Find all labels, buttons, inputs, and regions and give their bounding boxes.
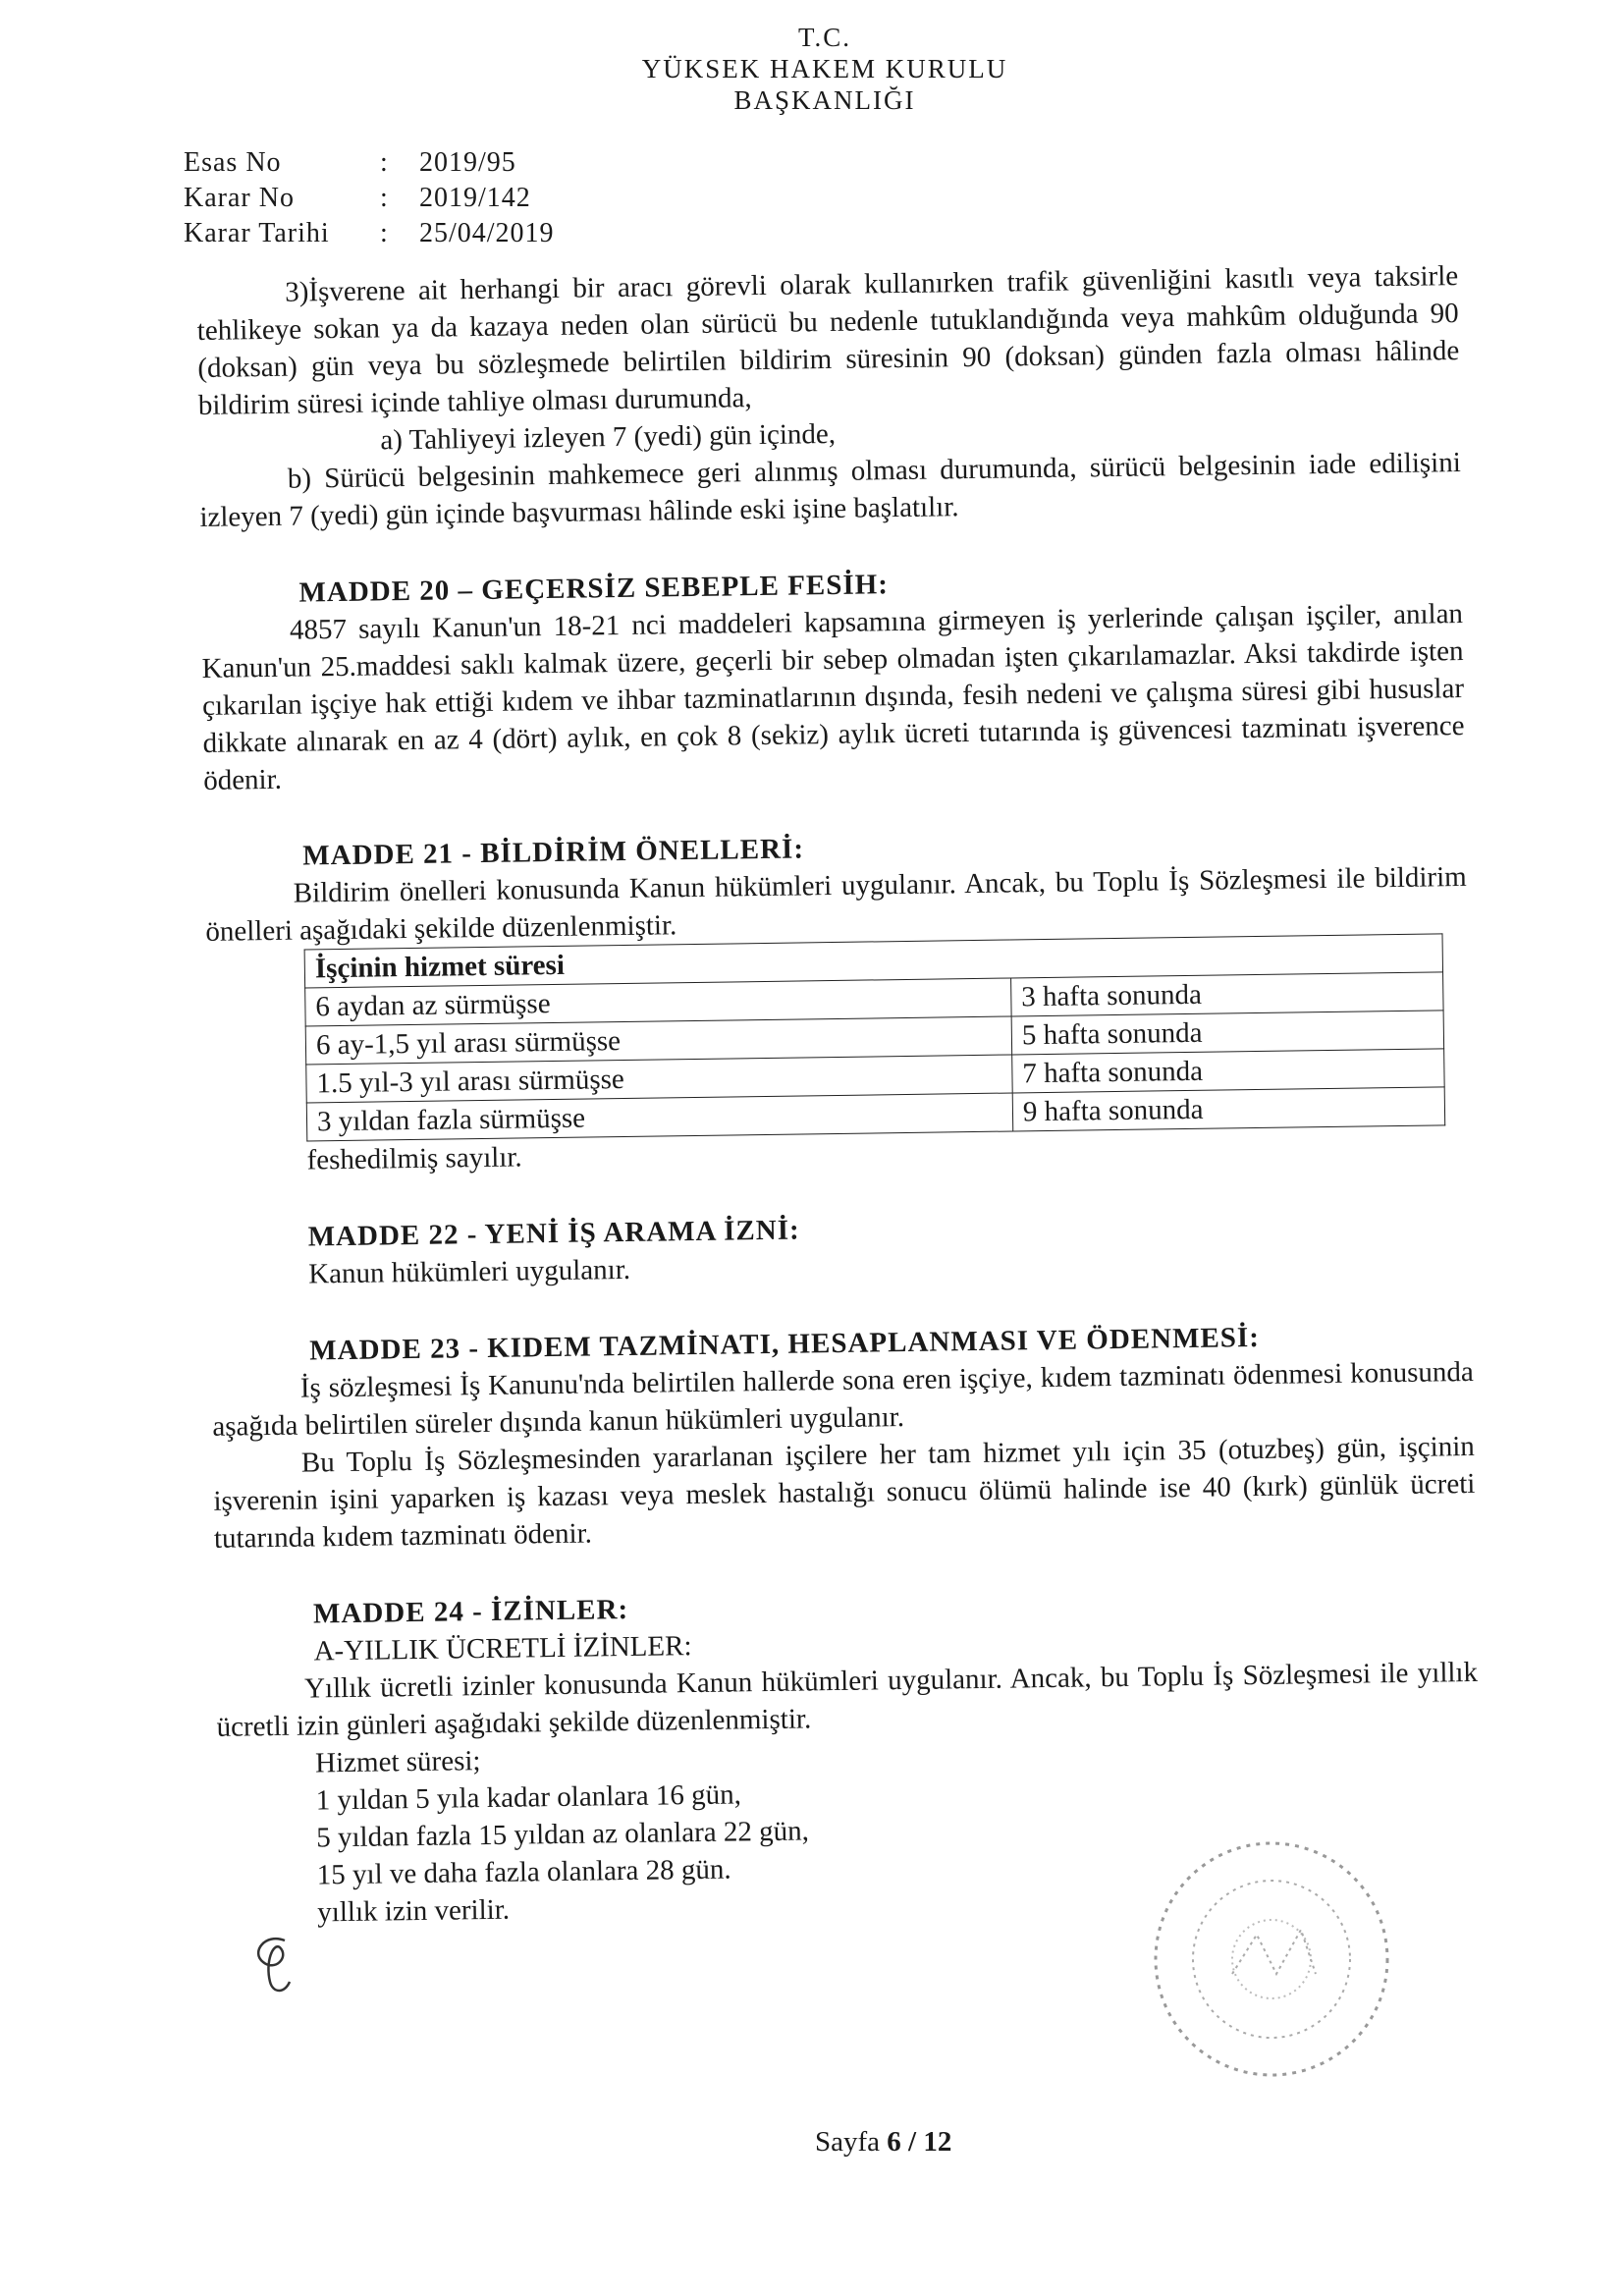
table-cell-notice: 5 hafta sonunda <box>1011 1011 1444 1055</box>
article-24-title: MADDE 24 - İZİNLER: <box>312 1593 629 1630</box>
notice-period-table <box>304 933 1446 1141</box>
handwritten-initial-icon <box>245 1933 304 2001</box>
page-label: Sayfa <box>815 2126 881 2158</box>
article-24-subtitle: A-YILLIK ÜCRETLİ İZİNLER: <box>313 1630 692 1667</box>
meta-key: Karar Tarihi <box>184 218 330 248</box>
meta-sep: : <box>380 218 388 248</box>
document-body <box>196 257 1481 1933</box>
intro-paragraph: 3)İşverene ait herhangi bir aracı görevli olarak kullanırken trafik güvenliğini kasıtlı veya taksirle tehlikeye sokan ya da kazaya neden olan sürücü bu nedenle tutuklandığında veya mahkûm olduğunda 90 (doksan) gün veya bu sözleşmede belirtilen bildirim süresinin 90 (doksan) günden fazla olması hâlinde bildirim süresi içinde tahliye olması durumunda, <box>196 260 1460 421</box>
page-number <box>815 2126 951 2159</box>
article-21-after: feshedilmiş sayılır. <box>306 1141 522 1176</box>
article-22-text: Kanun hükümleri uygulanır. <box>307 1253 631 1290</box>
meta-row-karar <box>184 181 555 216</box>
table-cell-period: 6 ay-1,5 yıl arası sürmüşse <box>305 1016 1011 1065</box>
case-meta <box>184 145 555 251</box>
article-23-title: MADDE 23 - KIDEM TAZMİNATI, HESAPLANMASI VE ÖDENMESİ: <box>309 1321 1261 1367</box>
page-count: 6 / 12 <box>887 2126 952 2158</box>
institution-header <box>550 22 1100 116</box>
header-line-presidency: BAŞKANLIĞI <box>733 85 916 115</box>
leave-list-closing: yıllık izin verilir. <box>317 1893 511 1929</box>
article-24-text: Yıllık ücretli izinler konusunda Kanun hükümleri uygulanır. Ancak, bu Toplu İş Sözleşmesi ile yıllık ücretli izin günleri aşağıdaki şekilde düzenlenmiştir. <box>216 1656 1479 1743</box>
meta-value: 2019/95 <box>419 147 516 178</box>
leave-list-item: 1 yıldan 5 yıla kadar olanlara 16 gün, <box>315 1778 742 1817</box>
table-header-cell: İşçinin hizmet süresi <box>304 934 1442 988</box>
leave-list-item: 5 yıldan fazla 15 yıldan az olanlara 22 gün, <box>316 1815 810 1854</box>
table-cell-notice: 3 hafta sonunda <box>1011 972 1444 1016</box>
intro-item-a: a) Tahliyeyi izleyen 7 (yedi) gün içinde, <box>380 417 837 457</box>
leave-list-heading: Hizmet süresi; <box>314 1745 481 1779</box>
intro-item-b: b) Sürücü belgesinin mahkemece geri alınmış olması durumunda, sürücü belgesinin iade edilişini izleyen 7 (yedi) gün içinde başvurması hâlinde eski işine başlatılır. <box>199 447 1462 533</box>
article-22-title: MADDE 22 - YENİ İŞ ARAMA İZNİ: <box>307 1214 800 1253</box>
meta-key: Esas No <box>184 147 282 178</box>
table-cell-period: 1.5 yıl-3 yıl arası sürmüşse <box>306 1055 1012 1103</box>
meta-value: 2019/142 <box>419 183 531 213</box>
table-cell-period: 6 aydan az sürmüşse <box>305 978 1011 1026</box>
header-line-tc: T.C. <box>798 23 851 52</box>
table-cell-notice: 7 hafta sonunda <box>1012 1049 1445 1093</box>
meta-row-esas <box>184 145 555 181</box>
meta-sep: : <box>380 147 388 178</box>
leave-list-item: 15 yıl ve daha fazla olanlara 28 gün. <box>316 1853 731 1891</box>
header-line-council: YÜKSEK HAKEM KURULU <box>641 54 1008 83</box>
article-20-title: MADDE 20 – GEÇERSİZ SEBEPLE FESİH: <box>298 569 890 609</box>
meta-key: Karar No <box>184 183 295 213</box>
official-seal-icon <box>1139 1827 1404 2092</box>
article-23-paragraph-1: İş sözleşmesi İş Kanunu'nda belirtilen hallerde sona eren işçiye, kıdem tazminatı ödenmesi konusunda aşağıda belirtilen süreler dışında kanun hükümleri uygulanır. <box>212 1355 1474 1443</box>
table-cell-period: 3 yıldan fazla sürmüşse <box>306 1093 1012 1141</box>
article-23-paragraph-2: Bu Toplu İş Sözleşmesinden yararlanan işçilere her tam hizmet yılı için 35 (otuzbeş) gün, işçinin işverenin işini yaparken iş kazası veya meslek hastalığı sonucu ölümü halinde ise 40 (kırk) günlük ücreti tutarında kıdem tazminatı ödenir. <box>213 1430 1476 1555</box>
meta-value: 25/04/2019 <box>419 218 555 248</box>
article-21-title: MADDE 21 - BİLDİRİM ÖNELLERİ: <box>302 833 805 872</box>
article-21-text: Bildirim önelleri konusunda Kanun hükümleri uygulanır. Ancak, bu Toplu İş Sözleşmesi ile bildirim önelleri aşağıdaki şekilde düzenlenmiştir. <box>205 860 1467 948</box>
table-cell-notice: 9 hafta sonunda <box>1012 1087 1445 1131</box>
meta-row-tarih <box>184 216 555 251</box>
article-20-text: 4857 sayılı Kanun'un 18-21 nci maddeleri kapsamına girmeyen iş yerlerinde çalışan işçiler, anılan Kanun'un 25.maddesi saklı kalmak üzere, geçerli bir sebep olmadan işten çıkarılamazlar. Aksi takdirde işten çıkarılan işçiye hak ettiği kıdem ve ihbar tazminatlarının dışında, fesih nedeni ve çalışma süresi gibi hususlar dikkate alınarak en az 4 (dört) aylık, en çok 8 (sekiz) aylık ücreti tutarında iş güvencesi tazminatı işverence ödenir. <box>201 598 1465 796</box>
meta-sep: : <box>380 183 388 213</box>
